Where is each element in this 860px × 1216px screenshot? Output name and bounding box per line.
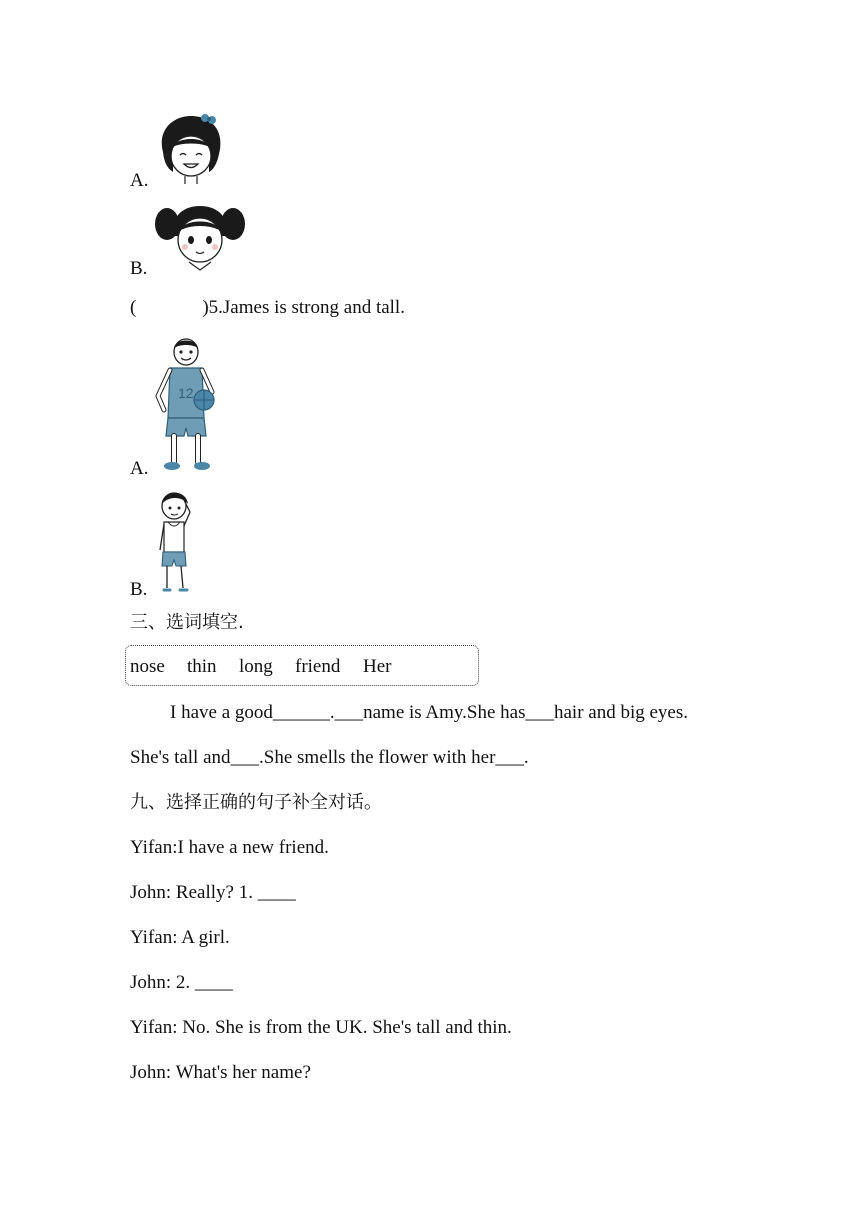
dialogue-line: Yifan: No. She is from the UK. She's tall and thin. [130,1017,512,1038]
word-bank-word: Her [363,656,392,677]
answer-paren-open: ( [130,297,137,318]
svg-text:12: 12 [178,385,194,401]
dialogue-line: John: Really? 1. ____ [130,882,296,903]
question-5-text: )5.James is strong and tall. [202,297,405,318]
word-bank-word: nose [130,656,165,677]
girl-short-hair-picture [155,110,227,186]
dialogue-line: Yifan:I have a new friend. [130,837,329,858]
dialogue-line: John: 2. ____ [130,972,233,993]
dialogue-line: Yifan: A girl. [130,927,230,948]
dialogue-line: John: What's her name? [130,1062,311,1083]
section-9-title: 九、选择正确的句子补全对话。 [130,792,382,813]
passage-line-1: I have a good______.___name is Amy.She has___hair and big eyes. [170,702,689,723]
passage-line-2: She's tall and___.She smells the flower with her___. [130,747,529,768]
option-b-label: B. [130,258,148,279]
word-bank-word: friend [295,656,341,677]
question-5 [130,296,405,320]
section-3-title: 三、选词填空. [130,612,244,633]
word-bank-box [125,645,479,686]
word-bank-word: long [239,656,273,677]
option-a-label: A. [130,458,149,479]
option-b-label: B. [130,579,148,600]
word-bank-word: thin [187,656,217,677]
thin-boy-picture [150,486,200,596]
option-a-label: A. [130,170,149,191]
tall-strong-boy-basketball-picture [150,336,220,476]
girl-pigtails-picture [153,200,247,274]
